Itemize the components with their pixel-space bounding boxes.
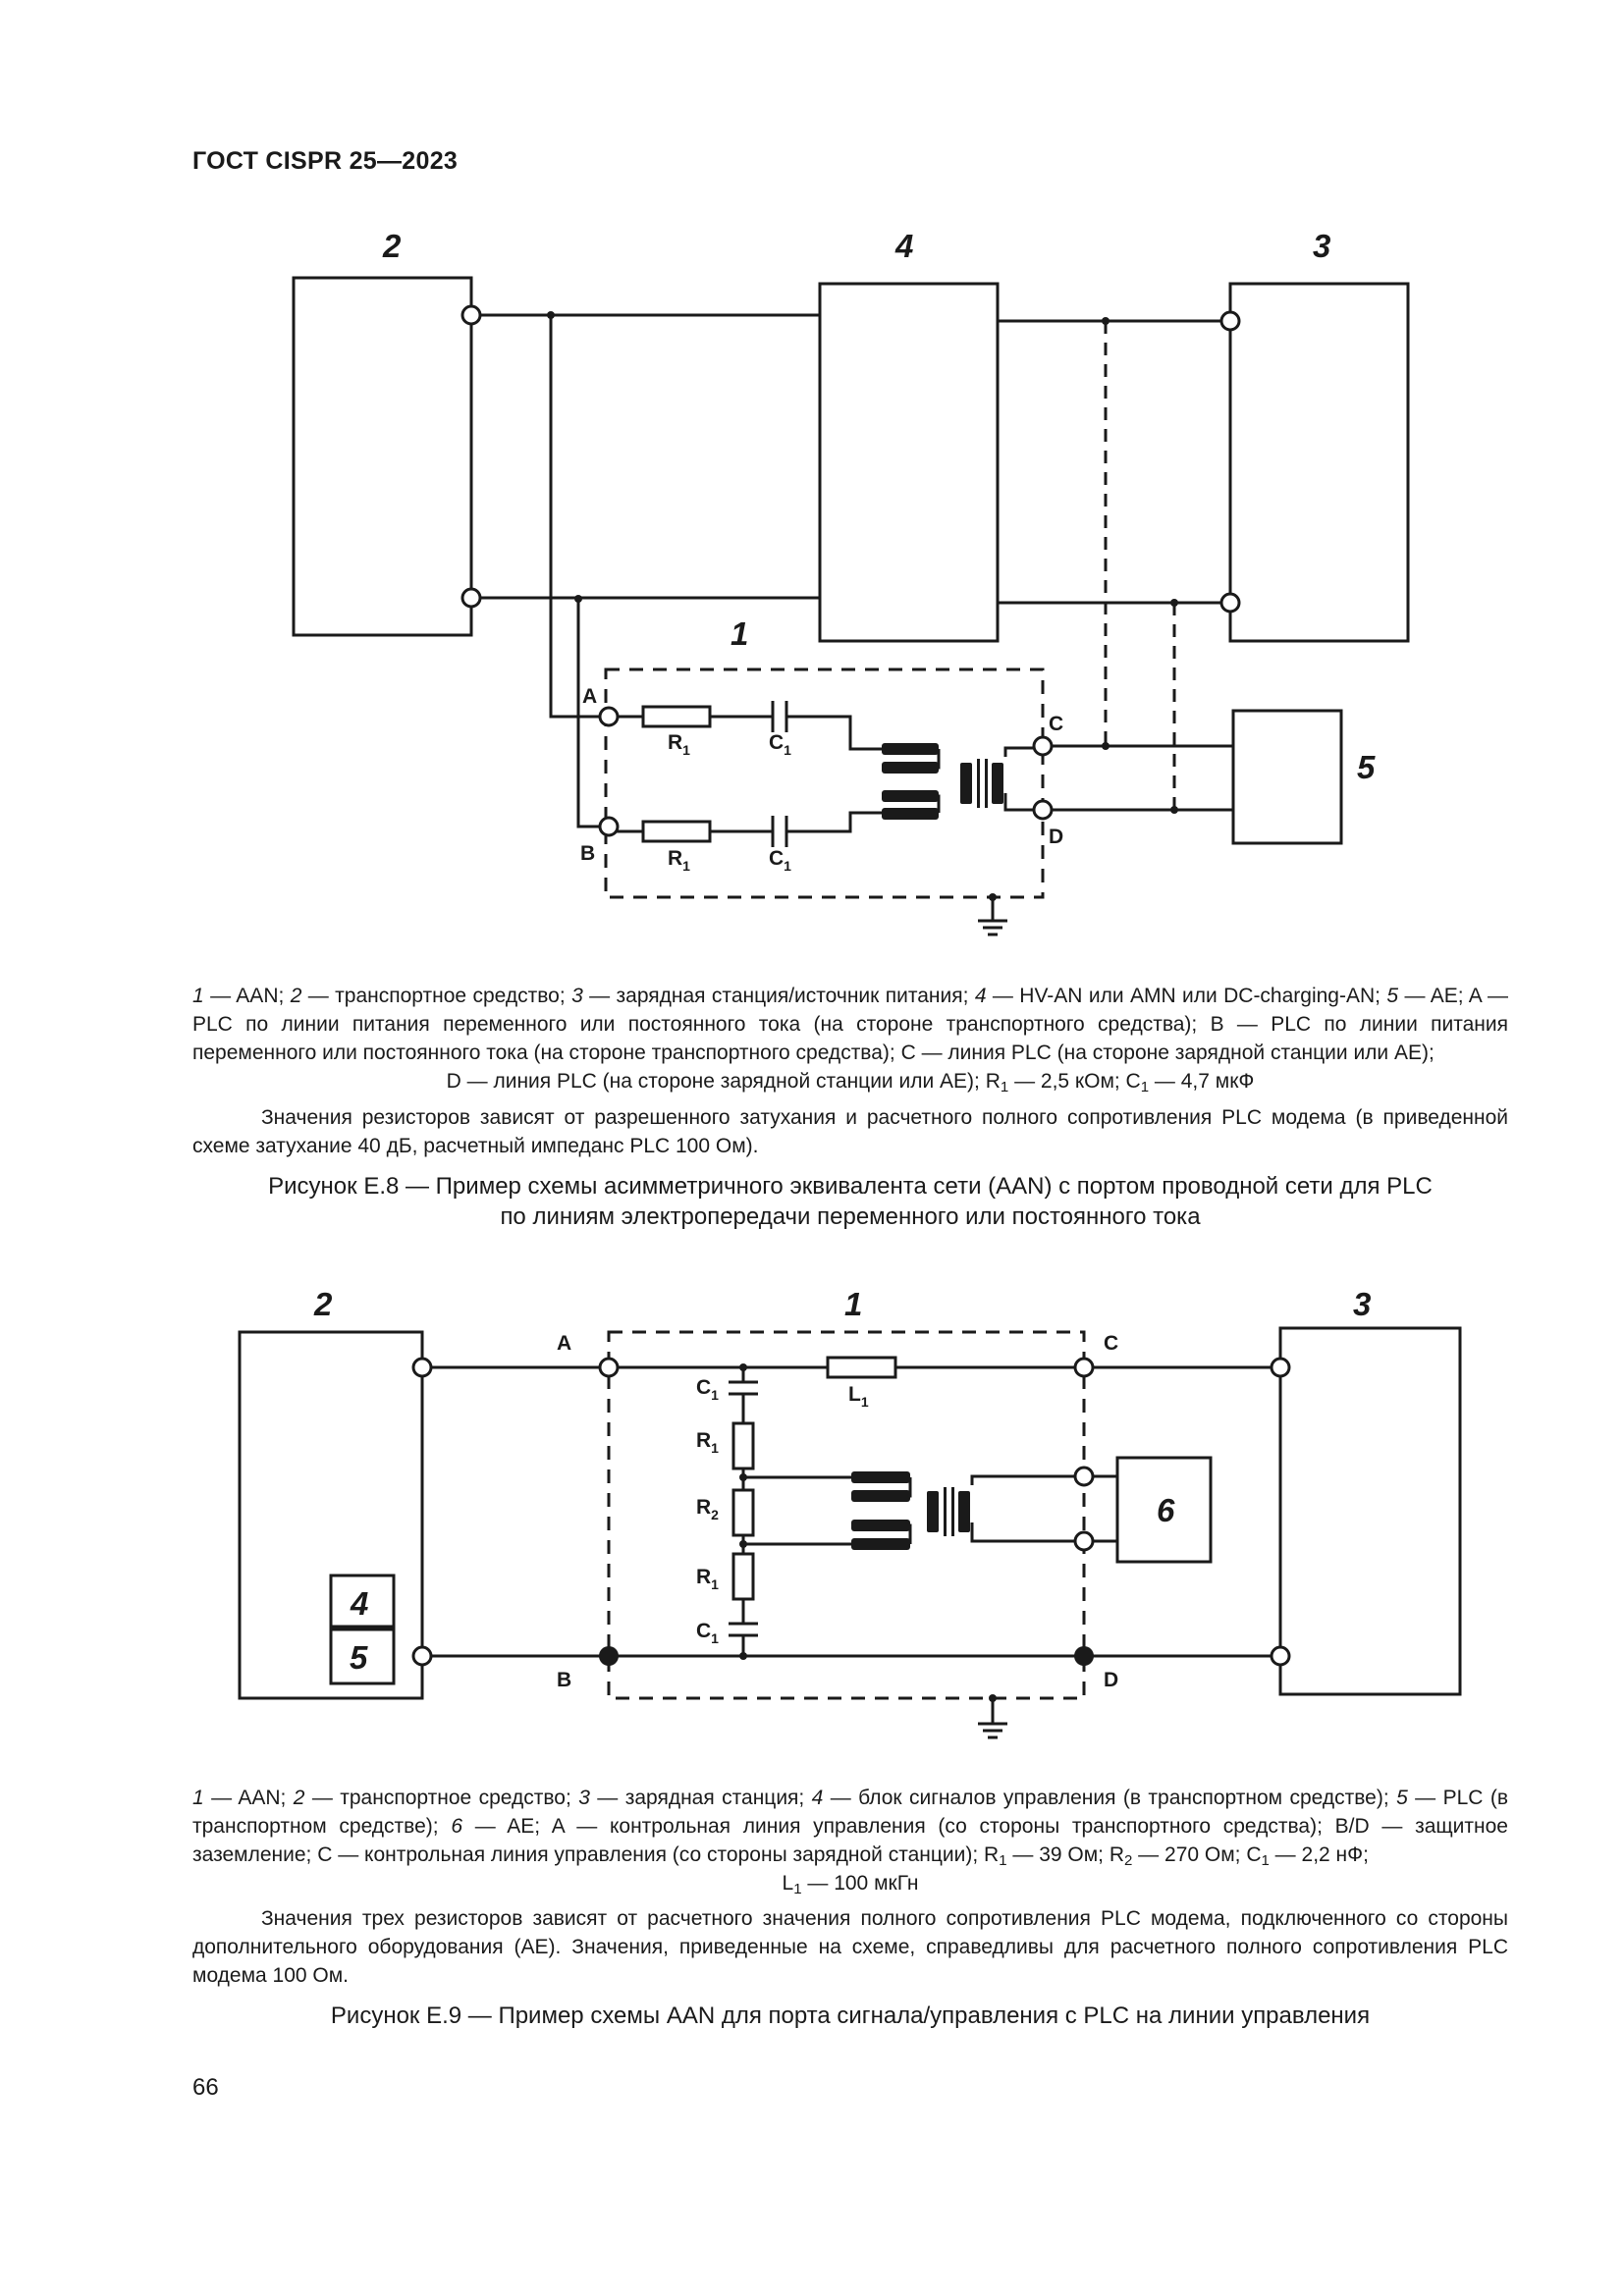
label-ae: 5 <box>1357 749 1376 785</box>
label-c1-a: C <box>769 731 785 754</box>
svg-text:R1: $R_1$ <box>696 1566 719 1592</box>
svg-text:C1: $C_1$ <box>769 847 791 874</box>
label-l1: L <box>848 1383 861 1406</box>
terminal-c: C <box>1049 713 1064 735</box>
terminal-a: A <box>582 685 598 708</box>
label-vehicle: 2 <box>383 228 402 264</box>
label-control: 4 <box>351 1585 369 1622</box>
r1-lower <box>733 1554 753 1599</box>
label-r1-upper: R <box>696 1429 712 1452</box>
label-vehicle-e9: 2 <box>314 1286 333 1322</box>
svg-text:R1: $R_1$ <box>668 847 690 874</box>
figure-e8-legend: 1 — AAN; 2 — транспортное средство; 3 — зарядная станция/источник питания; 4 — HV-AN или AMN или DC-charging-AN; 5 — AE; A — PLC по линии питания переменного или постоянного тока (на стороне транспортного средства); B — PLC по линии питания переменного или постоянного тока (на стороне транспортного средства); C — линия PLC (на стороне зарядной станции или AE); D — линия PLC (на стороне зарядной станции или AE); $R_1$ — 2,5 кОм; $C_1$ — 4,7 мкФ <box>192 985 1509 1095</box>
label-ae-e9: 6 <box>1157 1492 1175 1528</box>
terminal-d-e9: D <box>1104 1669 1119 1691</box>
svg-text:R1: $R_1$ <box>696 1429 719 1456</box>
r1-upper <box>733 1423 753 1468</box>
label-c1-upper: C <box>696 1376 712 1399</box>
r2 <box>733 1490 753 1535</box>
terminal-b-e9: B <box>557 1669 572 1691</box>
label-c1-b: C <box>769 847 785 870</box>
document-header: ГОСТ CISPR 25—2023 <box>192 147 459 175</box>
aan-box-e9 <box>609 1332 1084 1698</box>
figure-e9-note: Значения трех резисторов зависят от расчетного значения полного сопротивления PLC модема, подключенного со стороны дополнительного оборудования (AE). Значения, приведенные на схеме, справедливы для расчетного полного сопротивления PLC модема 100 Ом. <box>192 1907 1508 1987</box>
figure-e8-caption: Рисунок Е.8 — Пример схемы асимметричного эквивалента сети (AAN) с портом проводной сети для PLC по линиям электропередачи переменного или постоянного тока <box>268 1173 1433 1230</box>
label-station: 3 <box>1313 228 1331 264</box>
station-box-e9 <box>1280 1328 1460 1694</box>
figure-e9-legend: 1 — AAN; 2 — транспортное средство; 3 — зарядная станция; 4 — блок сигналов управления (в транспортном средстве); 5 — PLC (в транспортном средстве); 6 — AE; A — контрольная линия управления (со стороны транспортного средства); B/D — защитное заземление; C — контрольная линия управления (со стороны зарядной станции); $R_1$ — 39 Ом; $R_2$ — 270 Ом; $C_1$ — 2,2 нФ; $L_1$ — 100 мкГн <box>192 1787 1508 1897</box>
svg-text:C1: $C_1$ <box>696 1620 719 1646</box>
label-r1-a: R <box>668 731 683 754</box>
svg-text:R2: $R_2$ <box>696 1496 719 1522</box>
label-station-e9: 3 <box>1353 1286 1372 1322</box>
figure-e9-caption: Рисунок Е.9 — Пример схемы AAN для порта сигнала/управления с PLC на линии управления <box>330 2002 1371 2029</box>
figure-e8-note: Значения резисторов зависят от разрешенного затухания и расчетного полного сопротивления PLC модема (в приведенной схеме затухание 40 дБ, расчетный импеданс PLC 100 Ом). <box>192 1106 1508 1157</box>
label-aan: 1 <box>731 615 749 652</box>
label-r1-b: R <box>668 847 683 870</box>
label-c1-lower: C <box>696 1620 712 1642</box>
label-r1-lower: R <box>696 1566 712 1588</box>
terminal-c-e9: C <box>1104 1332 1119 1355</box>
l1-inductor <box>828 1358 895 1377</box>
terminal-d: D <box>1049 826 1064 848</box>
svg-text:C1: $C_1$ <box>696 1376 719 1403</box>
svg-text:L1: $L_1$ <box>848 1383 869 1410</box>
label-r2: R <box>696 1496 712 1519</box>
svg-text:C1: $C_1$ <box>769 731 791 758</box>
terminal-a-e9: A <box>557 1332 572 1355</box>
label-network: 4 <box>895 228 914 264</box>
page-number: 66 <box>192 2074 219 2101</box>
label-plc: 5 <box>350 1639 368 1676</box>
label-aan-e9: 1 <box>844 1286 863 1322</box>
terminal-b: B <box>580 842 596 865</box>
svg-text:R1: $R_1$ <box>668 731 690 758</box>
